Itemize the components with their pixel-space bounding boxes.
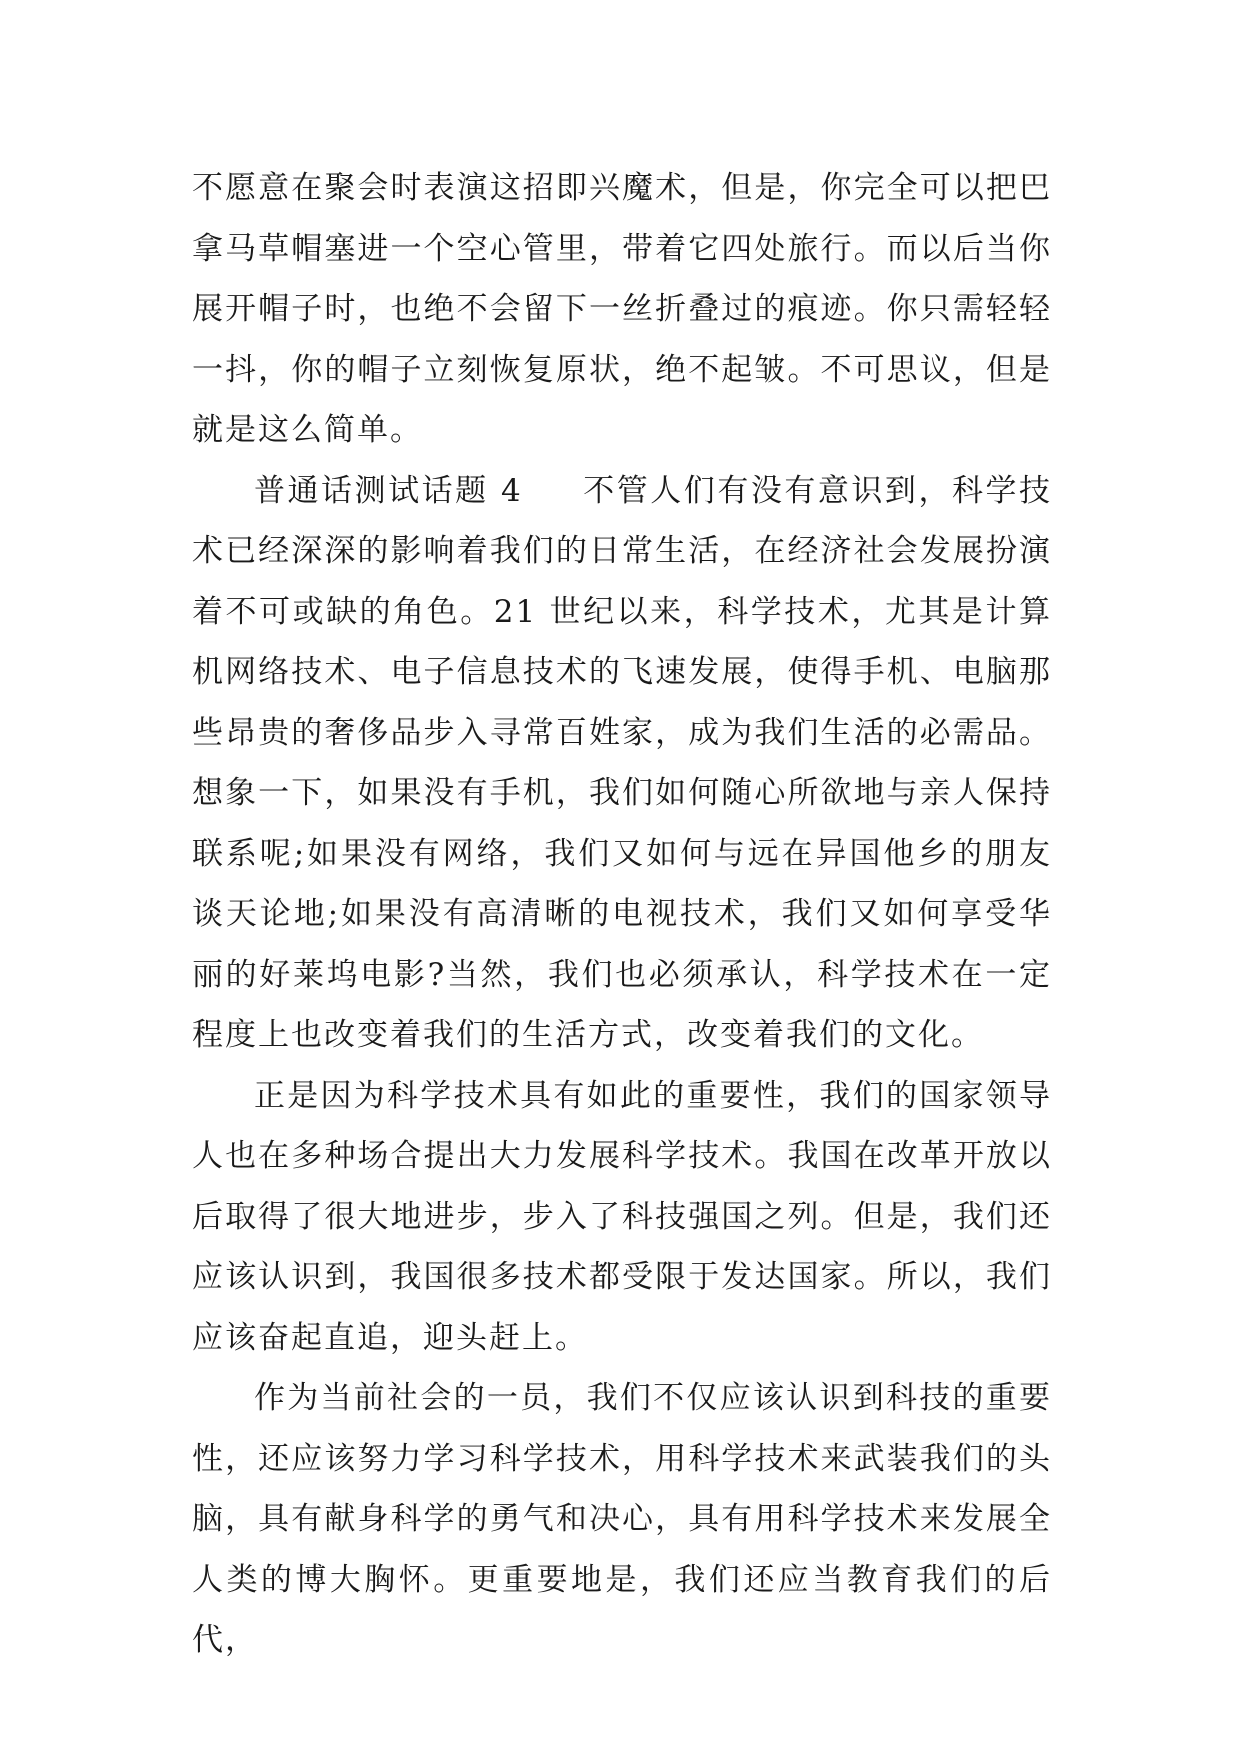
paragraph-2-text: 不管人们有没有意识到，科学技术已经深深的影响着我们的日常生活，在经济社会发展扮演着不可或缺的角色。21 世纪以来，科学技术，尤其是计算机网络技术、电子信息技术的飞速发展，使得手机、电脑那些昂贵的奢侈品步入寻常百姓家，成为我们生活的必需品。想象一下，如果没有手机，我们如何随心所欲地与亲人保持联系呢;如果没有网络，我们又如何与远在异国他乡的朋友谈天论地;如果没有高清晰的电视技术，我们又如何享受华丽的好莱坞电影?当然，我们也必须承认，科学技术在一定程度上也改变着我们的生活方式，改变着我们的文化。 bbox=[192, 472, 1053, 1053]
paragraph-3: 正是因为科学技术具有如此的重要性，我们的国家领导人也在多种场合提出大力发展科学技术。我国在改革开放以后取得了很大地进步，步入了科技强国之列。但是，我们还应该认识到，我国很多技术都受限于发达国家。所以，我们应该奋起直追，迎头赶上。 bbox=[192, 1077, 1052, 1356]
paragraph-2 bbox=[192, 461, 1052, 1066]
paragraph-1: 不愿意在聚会时表演这招即兴魔术，但是，你完全可以把巴拿马草帽塞进一个空心管里，带着它四处旅行。而以后当你展开帽子时，也绝不会留下一丝折叠过的痕迹。你只需轻轻一抖，你的帽子立刻恢复原状，绝不起皱。不可思议，但是就是这么简单。 bbox=[192, 170, 1052, 448]
topic-heading: 普通话测试话题 4 bbox=[254, 472, 523, 509]
paragraph-4: 作为当前社会的一员，我们不仅应该认识到科技的重要性，还应该努力学习科学技术，用科学技术来武装我们的头脑，具有献身科学的勇气和决心，具有用科学技术来发展全人类的博大胸怀。更重要地是，我们还应当教育我们的后代， bbox=[192, 1380, 1052, 1658]
document-body bbox=[192, 158, 1052, 1671]
